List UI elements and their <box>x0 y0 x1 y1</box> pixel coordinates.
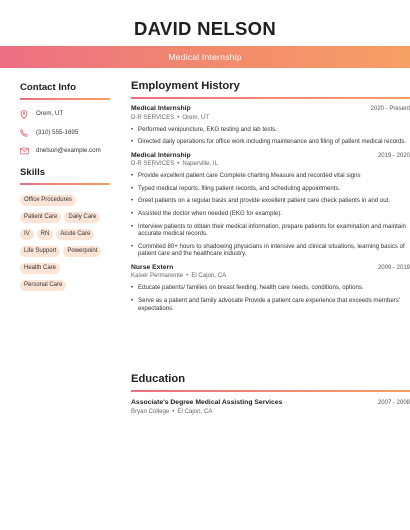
education-heading: Education <box>131 373 186 385</box>
email-icon <box>20 147 36 155</box>
left-column <box>20 82 110 297</box>
contact-location <box>20 110 110 119</box>
skills-list <box>20 195 112 297</box>
education-divider <box>131 390 410 392</box>
skills-heading: Skills <box>20 167 46 178</box>
education-dates: 2007 - 2008 <box>377 400 410 406</box>
contact-email-text[interactable]: dnelson@example.com <box>36 147 101 154</box>
job-title-banner: Medical Internship <box>0 46 410 68</box>
skill-tag: Daily Care <box>64 212 100 223</box>
location-pin-icon <box>20 110 36 119</box>
education-school: Bryan College <box>131 407 170 415</box>
job-dates: 2009 - 2019 <box>377 264 410 271</box>
education-degree: Associate's Degree Medical Assisting Services <box>131 399 283 406</box>
job-bullet: • Educate patients/ families on breast feeding, health care needs, conditions, options. <box>131 284 410 292</box>
job-bullet: • Typed medical reports, filing patient records, and scheduling appointments. <box>131 185 410 193</box>
job-bullet: • Assisted the doctor when needed (EKG for example). <box>131 210 410 218</box>
job-employer: D-R SERVICES • Orem, UT <box>131 113 210 121</box>
education-entry <box>131 399 410 415</box>
job-bullets <box>131 126 410 146</box>
contact-location-text: Orem, UT <box>36 110 64 117</box>
job-entry <box>131 105 410 146</box>
job-employer: D-R SERVICES • Naperville, IL <box>131 160 218 168</box>
contact-phone-text[interactable]: (310) 555-1695 <box>36 129 79 136</box>
education-location: El Cajon, CA <box>177 407 213 415</box>
skill-tag: IV <box>20 229 34 240</box>
employment-heading: Employment History <box>131 80 240 92</box>
skill-tag: Acute Care <box>56 229 94 240</box>
skills-divider <box>20 183 110 185</box>
job-bullets <box>131 284 410 312</box>
job-employer: Kaiser Permanente • El Cajon, CA <box>131 272 227 280</box>
job-title: Medical Internship <box>131 151 191 159</box>
skill-tag: Office Procedures <box>20 195 76 206</box>
job-entry <box>131 264 410 312</box>
contact-phone <box>20 129 110 137</box>
job-bullet: • Performed venipuncture, EKG testing and lab tests. <box>131 126 410 134</box>
job-bullets <box>131 172 410 258</box>
skill-tag: Personal Care <box>20 280 66 291</box>
employment-divider <box>131 97 410 99</box>
job-location: El Cajon, CA <box>191 272 227 280</box>
job-bullet: • Provide excellent patient care Complete charting Measure and recorded vital signs <box>131 172 410 180</box>
skill-tag: RN <box>37 229 54 240</box>
job-location: Naperville, IL <box>182 160 218 168</box>
phone-icon <box>20 129 36 137</box>
contact-list <box>20 110 110 155</box>
skill-tag: Health Care <box>20 263 60 274</box>
employment-section <box>131 80 410 317</box>
job-bullet: • Greet patients on a regular basis and provide excellent patient care check patients in and out. <box>131 197 410 205</box>
job-dates: 2020 - Present <box>370 106 410 112</box>
job-title: Medical Internship <box>131 105 191 112</box>
skill-tag: Powerpoint <box>63 246 101 257</box>
skill-tag: Patient Care <box>20 212 61 223</box>
candidate-name: DAVID NELSON <box>133 18 276 39</box>
contact-divider <box>20 98 110 100</box>
contact-email <box>20 147 110 155</box>
job-company: D-R SERVICES <box>131 160 175 168</box>
job-dates: 2019 - 2020 <box>377 152 410 159</box>
job-bullet: • Serve as a patient and family advocate Provide a patient care experience that exceeds members' expectations. <box>131 297 410 312</box>
education-school-line: Bryan College • El Cajon, CA <box>131 407 213 415</box>
job-entry <box>131 152 410 258</box>
skill-tag: Life Support <box>20 246 60 257</box>
job-company: Kaiser Permanente <box>131 272 184 280</box>
job-location: Orem, UT <box>182 113 210 121</box>
job-title: Nurse Extern <box>131 263 174 271</box>
job-bullet: • Interview patients to obtain their medical information, prepare patients for examination and maintain accurate medical records. <box>131 223 410 238</box>
contact-heading: Contact Info <box>20 82 76 93</box>
job-bullet: • Directed daily operations for office work including maintenance and filing of patient medical records. <box>131 138 410 146</box>
job-company: D-R SERVICES <box>131 113 175 121</box>
education-section <box>131 373 410 415</box>
job-bullet: • Commited 80+ hours to shadowing physicians in intensive and clinical situations, learning basics of patient care and the healthcare industry. <box>131 243 410 258</box>
